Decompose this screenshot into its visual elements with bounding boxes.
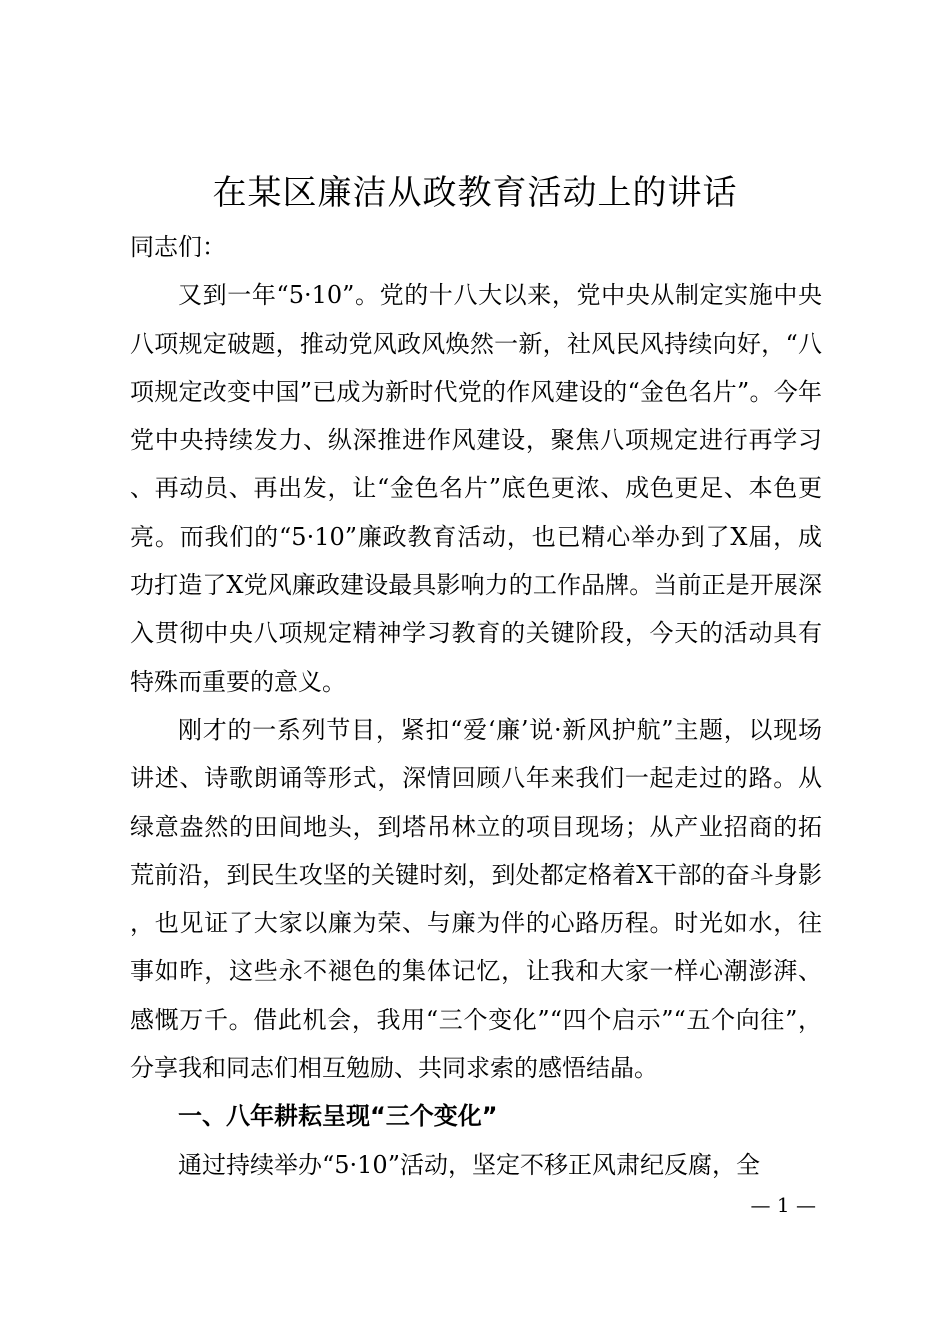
salutation: 同志们： <box>130 233 226 261</box>
body-paragraph: 通过持续举办“5·10”活动，坚定不移正风肃纪反腐，全 <box>178 1150 760 1179</box>
document-title: 在某区廉洁从政教育活动上的讲话 <box>212 173 738 213</box>
page-number: — 1 — <box>750 1193 816 1217</box>
section-heading: 一、八年耕耘呈现“三个变化” <box>178 1102 498 1131</box>
document-body <box>130 223 822 1189</box>
body-paragraph: 刚才的一系列节目，紧扣“爱‘廉’说·新风护航”主题，以现场讲述、诗歌朗诵等形式，深情回顾八年来我们一起走过的路。从绿意盎然的田间地头，到塔吊林立的项目现场；从产业招商的拓荒前沿，到民生攻坚的关键时刻，到处都定格着X干部的奋斗身影，也见证了大家以廉为荣、与廉为伴的心路历程。时光如水，往事如昨，这些永不褪色的集体记忆，让我和大家一样心潮澎湃、感慨万千。借此机会，我用“三个变化”“四个启示”“五个向往”，分享我和同志们相互勉励、共同求索的感悟结晶。 <box>130 715 822 1083</box>
body-paragraph: 又到一年“5·10”。党的十八大以来，党中央从制定实施中央八项规定破题，推动党风政风焕然一新，社风民风持续向好，“八项规定改变中国”已成为新时代党的作风建设的“金色名片”。今年党中央持续发力、纵深推进作风建设，聚焦八项规定进行再学习、再动员、再出发，让“金色名片”底色更浓、成色更足、本色更亮。而我们的“5·10”廉政教育活动，也已精心举办到了X届，成功打造了X党风廉政建设最具影响力的工作品牌。当前正是开展深入贯彻中央八项规定精神学习教育的关键阶段，今天的活动具有特殊而重要的意义。 <box>130 281 822 696</box>
